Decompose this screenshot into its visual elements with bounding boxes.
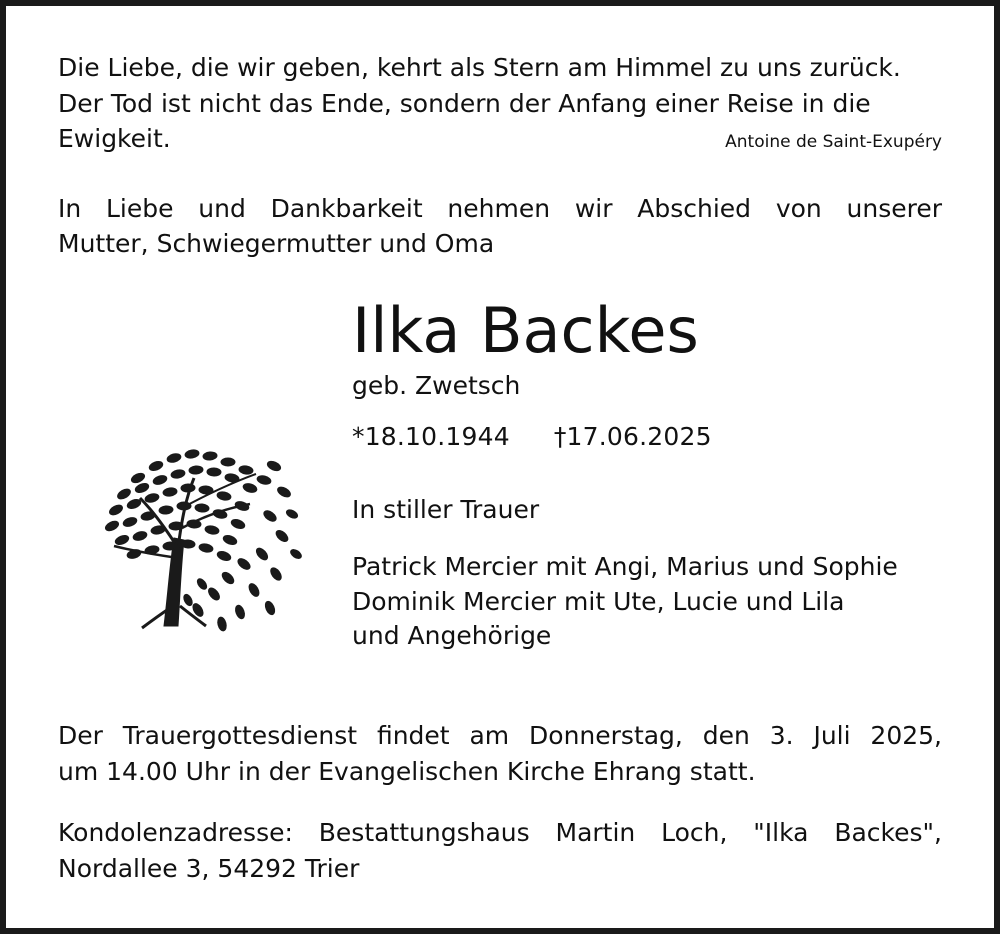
poem-author: Antoine de Saint-Exupéry (725, 132, 942, 152)
tree-illustration-wrapper (58, 298, 348, 648)
deceased-block (348, 293, 942, 654)
mourners-list (352, 550, 942, 654)
condolence-address (58, 815, 942, 886)
service-line-2: um 14.00 Uhr in der Evangelischen Kirche Ehrang statt. (58, 756, 756, 786)
condolence-line-1: Kondolenzadresse: Bestattungshaus Martin Loch, "Ilka Backes", (58, 818, 942, 847)
condolence-line-2: Nordallee 3, 54292 Trier (58, 853, 360, 883)
intro-line-1: In Liebe und Dankbarkeit nehmen wir Abschied von unserer (58, 193, 942, 223)
service-details (58, 718, 942, 789)
intro-text (58, 191, 942, 262)
death-date: †17.06.2025 (553, 422, 712, 452)
poem-line-3: Ewigkeit. (58, 124, 171, 153)
footer-section (58, 718, 942, 886)
poem-line-2: Der Tod ist nicht das Ende, sondern der Anfang einer Reise in die (58, 88, 871, 118)
poem-quote (58, 50, 942, 157)
mourner-line-3: und Angehörige (352, 621, 552, 651)
maiden-name: geb. Zwetsch (352, 371, 521, 401)
main-section (58, 293, 942, 654)
mourning-label: In stiller Trauer (352, 495, 540, 525)
intro-line-2: Mutter, Schwiegermutter und Oma (58, 229, 495, 258)
poem-line-3-row (58, 121, 942, 157)
poem-line-1: Die Liebe, die wir geben, kehrt als Stern am Himmel zu uns zurück. (58, 53, 901, 82)
life-dates (352, 422, 942, 451)
service-line-1: Der Trauergottesdienst findet am Donnerstag, den 3. Juli 2025, (58, 721, 942, 750)
mourner-line-2: Dominik Mercier mit Ute, Lucie und Lila (352, 586, 845, 616)
deceased-name: Ilka Backes (352, 293, 699, 367)
mourner-line-1: Patrick Mercier mit Angi, Marius und Sophie (352, 552, 898, 582)
birth-date: *18.10.1944 (352, 422, 510, 452)
windblown-tree-icon (78, 358, 328, 648)
